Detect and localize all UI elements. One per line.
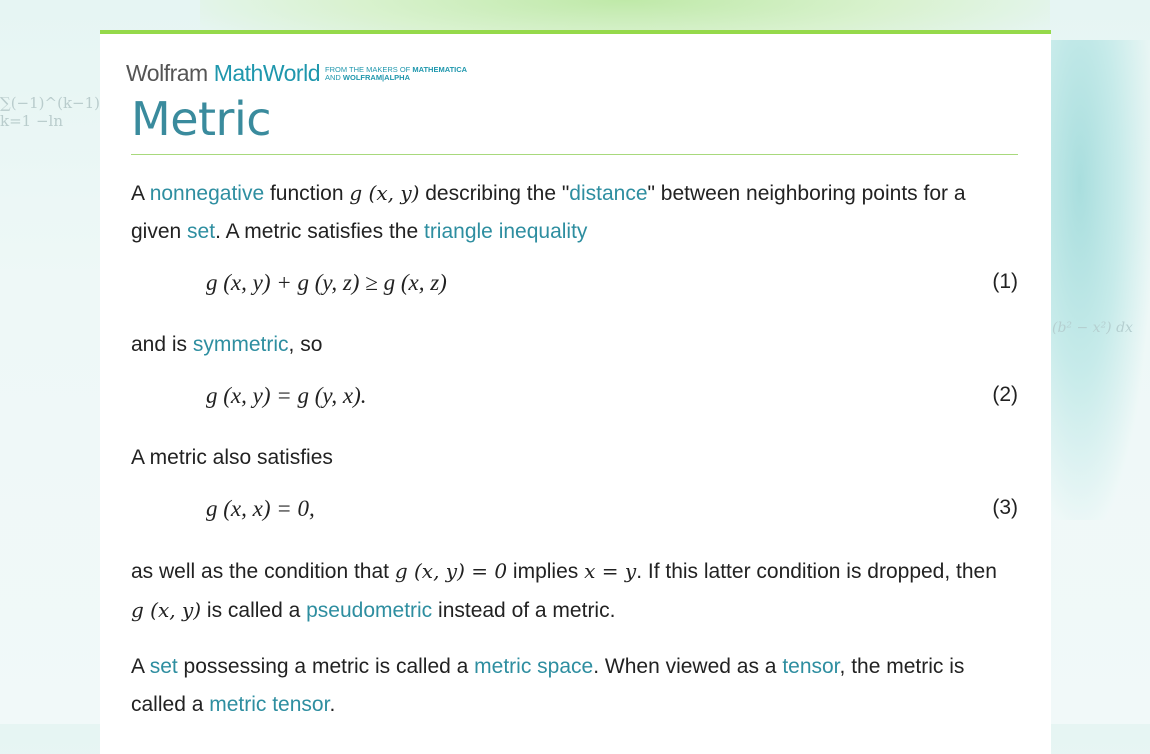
paragraph xyxy=(131,174,1011,251)
background-formula-left xyxy=(0,80,110,160)
logo-tagline xyxy=(325,66,467,82)
paragraph xyxy=(131,326,1011,364)
equation-expression: g (x, y) = g (y, x). xyxy=(206,383,367,408)
equation-expression: g (x, y) + g (y, z) ≥ g (x, z) xyxy=(206,270,447,295)
inline-math: g (x, y) xyxy=(349,181,420,205)
text: A xyxy=(131,182,150,205)
bg-formula: k=1 −ln xyxy=(0,112,63,130)
link-pseudometric[interactable]: pseudometric xyxy=(306,599,433,622)
equation-number: (3) xyxy=(992,496,1018,519)
equation-number: (1) xyxy=(992,270,1018,293)
text: , so xyxy=(288,333,323,356)
equation-3 xyxy=(206,496,1018,522)
text: describing the " xyxy=(419,182,570,205)
paragraph xyxy=(131,439,1011,477)
link-symmetric[interactable]: symmetric xyxy=(192,333,289,356)
background-graphic-right xyxy=(1050,40,1150,520)
mathworld-logo[interactable] xyxy=(126,60,467,87)
text: . xyxy=(329,693,336,716)
link-distance[interactable]: distance xyxy=(569,182,648,205)
text: . When viewed as a xyxy=(593,655,783,678)
tag-text: MATHEMATICA xyxy=(412,64,468,74)
text: and is xyxy=(131,333,193,356)
link-metric-tensor[interactable]: metric tensor xyxy=(209,693,330,716)
bg-formula: (b² − x²) dx xyxy=(1052,320,1133,336)
paragraph xyxy=(131,648,1011,724)
text: . A metric satisfies the xyxy=(215,220,424,243)
title-divider xyxy=(131,154,1018,155)
inline-math: g (x, y) xyxy=(131,598,202,622)
text: as well as the condition that xyxy=(131,560,395,583)
equation-number: (2) xyxy=(992,383,1018,406)
text: " between neighboring points for a given xyxy=(131,182,966,243)
link-set[interactable]: set xyxy=(187,220,216,243)
text: , the metric is called a xyxy=(131,655,965,716)
bg-formula: ∑(−1)^(k−1) xyxy=(0,94,100,112)
equation-1 xyxy=(206,270,1018,296)
text: is called a xyxy=(201,599,307,622)
text: A metric also satisfies xyxy=(131,446,333,469)
tag-text: WOLFRAM|ALPHA xyxy=(342,72,410,82)
logo-mathworld: MathWorld xyxy=(213,60,320,86)
logo-wolfram: Wolfram xyxy=(126,60,208,86)
text: A xyxy=(131,655,150,678)
link-metric-space[interactable]: metric space xyxy=(474,655,594,678)
page-title: Metric xyxy=(131,92,272,146)
equation-2 xyxy=(206,383,1018,409)
text: function xyxy=(264,182,350,205)
text: instead of a metric. xyxy=(432,599,616,622)
tag-text: FROM THE MAKERS OF xyxy=(324,64,413,74)
equation-expression: g (x, x) = 0, xyxy=(206,496,315,521)
link-set[interactable]: set xyxy=(149,655,178,678)
paragraph xyxy=(131,552,1011,630)
link-tensor[interactable]: tensor xyxy=(782,655,840,678)
article-panel xyxy=(100,30,1051,754)
inline-math: x = y xyxy=(584,559,637,583)
text: implies xyxy=(507,560,585,583)
tag-text: AND xyxy=(324,72,343,82)
link-triangle-inequality[interactable]: triangle inequality xyxy=(423,220,588,243)
text: possessing a metric is called a xyxy=(177,655,475,678)
link-nonnegative[interactable]: nonnegative xyxy=(149,182,265,205)
inline-math: g (x, y) = 0 xyxy=(394,559,508,583)
text: . If this latter condition is dropped, then xyxy=(636,560,997,583)
